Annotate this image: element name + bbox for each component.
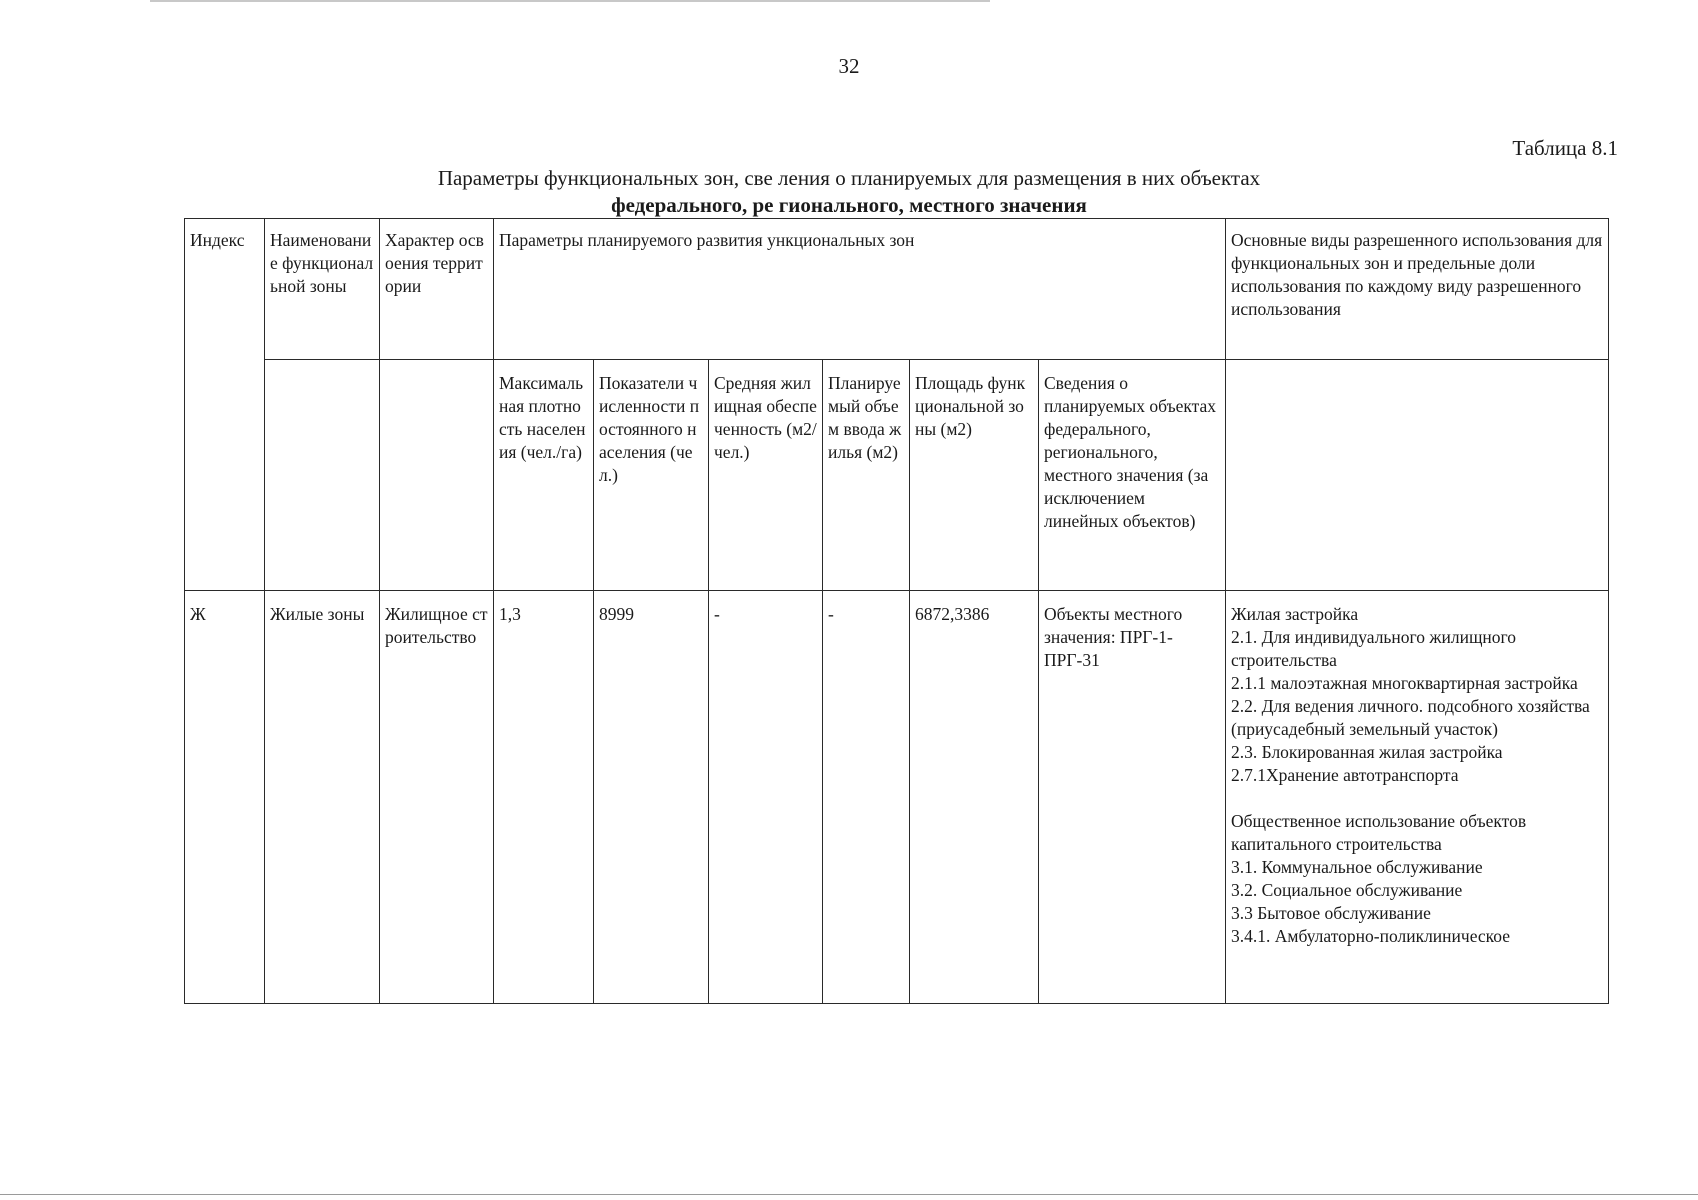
use-item: 2.3. Блокированная жилая застройка (1231, 742, 1503, 762)
header-planned-housing: Планируемый объем ввода жилья (м2) (823, 360, 910, 591)
header-zone-name: Наименование функциональной зоны (265, 219, 380, 360)
use-item: 2.7.1Хранение автотранспорта (1231, 765, 1459, 785)
use-spacer (1231, 787, 1603, 810)
use-item: 2.1.1 малоэтажная многоквартирная застройка (1231, 673, 1578, 693)
header-development-empty (380, 360, 494, 591)
header-permitted-uses-empty (1226, 360, 1609, 591)
table-caption: Таблица 8.1 (1512, 136, 1618, 160)
use-item: 3.2. Социальное обслуживание (1231, 880, 1463, 900)
use-item: Жилая застройка (1231, 604, 1359, 624)
page-number: 32 (838, 54, 860, 78)
cell-objects: Объекты местного значения: ПРГ-1-ПРГ-31 (1039, 591, 1226, 1004)
cell-avg-housing: - (709, 591, 823, 1004)
cell-development: Жилищное строительство (380, 591, 494, 1004)
cell-index: Ж (185, 591, 265, 1004)
header-population: Показатели численности постоянного населения (чел.) (594, 360, 709, 591)
use-item: 3.3 Бытовое обслуживание (1231, 903, 1431, 923)
cell-max-density: 1,3 (494, 591, 594, 1004)
header-row-2 (185, 360, 1609, 591)
header-avg-housing: Средняя жилищная обеспеченность (м2/чел.) (709, 360, 823, 591)
use-item: 2.2. Для ведения личного. подсобного хозяйства (приусадебный земельный участок) (1231, 696, 1590, 739)
data-row-residential (185, 591, 1609, 1004)
header-zone-name-empty (265, 360, 380, 591)
functional-zones-table (184, 218, 1609, 1004)
header-objects-info: Сведения о планируемых объектах федерального, регионального, местного значения (за исключением линейных объектов) (1039, 360, 1226, 591)
cell-zone-area: 6872,3386 (910, 591, 1039, 1004)
use-item: 3.4.1. Амбулаторно-поликлиническое (1231, 926, 1511, 946)
page-bottom-edge (0, 1194, 1698, 1195)
header-permitted-uses: Основные виды разрешенного использования для функциональных зон и предельные доли использования по каждому виду разрешенного использования (1226, 219, 1609, 360)
cell-planned-housing: - (823, 591, 910, 1004)
header-index: Индекс (185, 219, 265, 591)
table-title-line2: федерального, ре гионального, местного значения (611, 193, 1087, 217)
cell-population: 8999 (594, 591, 709, 1004)
use-item: Общественное использование объектов капитального строительства (1231, 811, 1527, 854)
header-max-density: Максимальная плотность населения (чел./га) (494, 360, 594, 591)
header-params-group: Параметры планируемого развития ункциональных зон (494, 219, 1226, 360)
cell-permitted-uses (1226, 591, 1609, 1004)
use-item: 2.1. Для индивидуального жилищного строительства (1231, 627, 1517, 670)
scan-artifact (150, 0, 990, 2)
header-development: Характер освоения территории (380, 219, 494, 360)
use-item: 3.1. Коммунальное обслуживание (1231, 857, 1483, 877)
table-title-line1: Параметры функциональных зон, све ления о планируемых для размещения в них объектах (437, 166, 1261, 190)
header-row-1 (185, 219, 1609, 360)
header-zone-area: Площадь функциональной зоны (м2) (910, 360, 1039, 591)
cell-zone-name: Жилые зоны (265, 591, 380, 1004)
